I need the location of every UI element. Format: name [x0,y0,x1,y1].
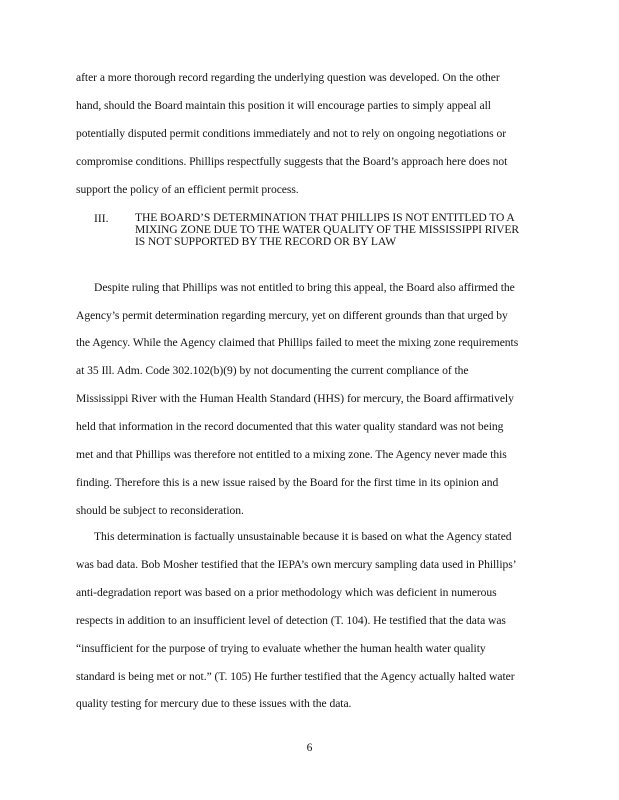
heading-line: MIXING ZONE DUE TO THE WATER QUALITY OF THE MISSISSIPPI RIVER [135,223,520,236]
text-line: was bad data. Bob Mosher testified that the IEPA’s own mercury sampling data used in Phillips’ [76,558,517,571]
text-line: the Agency. While the Agency claimed that Phillips failed to meet the mixing zone requirements [76,336,519,349]
text-line: support the policy of an efficient permit process. [76,183,299,196]
text-line: should be subject to reconsideration. [76,504,244,517]
text-line: respects in addition to an insufficient level of detection (T. 104). He testified that the data was [76,614,506,627]
text-line: held that information in the record documented that this water quality standard was not being [76,420,504,433]
page-number: 6 [306,741,313,754]
text-line: Despite ruling that Phillips was not entitled to bring this appeal, the Board also affirmed the [94,281,515,294]
text-line: quality testing for mercury due to these issues with the data. [76,697,352,710]
text-line: at 35 Ill. Adm. Code 302.102(b)(9) by not documenting the current compliance of the [76,364,469,377]
text-line: Mississippi River with the Human Health Standard (HHS) for mercury, the Board affirmatively [76,392,514,405]
text-line: Agency’s permit determination regarding mercury, yet on different grounds than that urged by [76,309,508,322]
text-line: “insufficient for the purpose of trying to evaluate whether the human health water quality [76,642,486,655]
text-line: finding. Therefore this is a new issue raised by the Board for the first time in its opinion and [76,476,499,489]
heading-line: IS NOT SUPPORTED BY THE RECORD OR BY LAW [135,235,397,248]
text-line: potentially disputed permit conditions immediately and not to rely on ongoing negotiations or [76,127,507,140]
text-line: hand, should the Board maintain this position it will encourage parties to simply appeal all [76,99,491,112]
text-line: This determination is factually unsustainable because it is based on what the Agency stated [94,530,512,543]
text-line: anti-degradation report was based on a prior methodology which was deficient in numerous [76,586,497,599]
text-line: compromise conditions. Phillips respectfully suggests that the Board’s approach here does not [76,155,508,168]
text-line: met and that Phillips was therefore not entitled to a mixing zone. The Agency never made this [76,448,507,461]
text-line: after a more thorough record regarding the underlying question was developed. On the other [76,71,500,84]
heading-line: THE BOARD’S DETERMINATION THAT PHILLIPS IS NOT ENTITLED TO A [135,211,515,224]
text-line: standard is being met or not.” (T. 105) He further testified that the Agency actually halted water [76,670,515,683]
section-number: III. [94,212,109,225]
